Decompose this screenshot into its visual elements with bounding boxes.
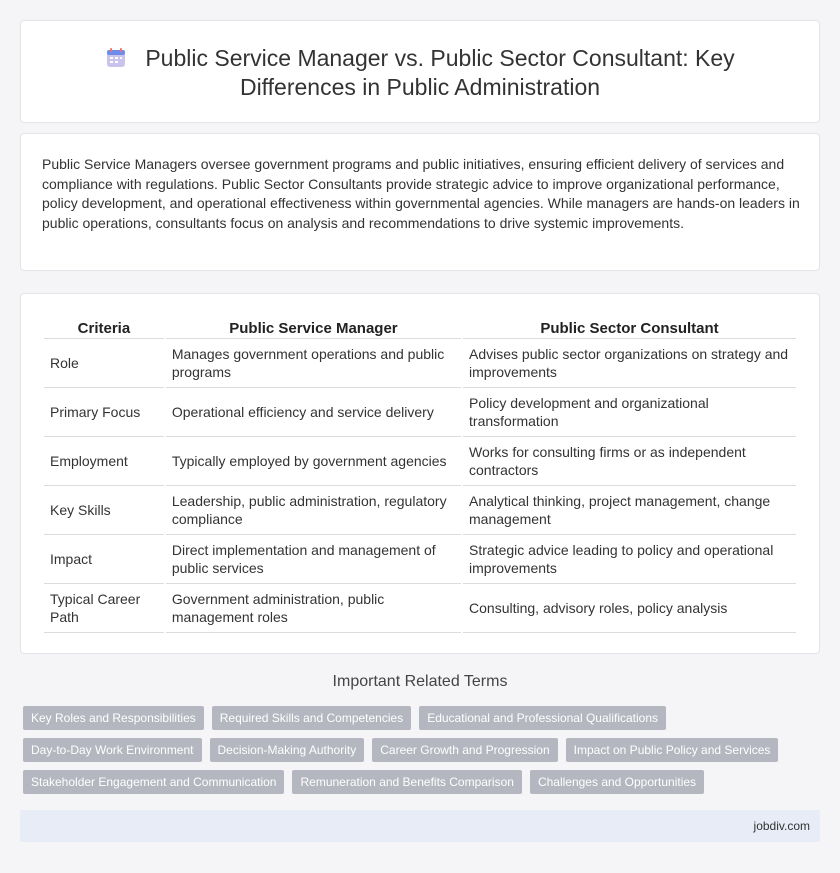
table-row [44, 535, 796, 584]
table-row [44, 486, 796, 535]
consultant-cell: Strategic advice leading to policy and operational improvements [463, 535, 796, 584]
manager-cell: Leadership, public administration, regulatory compliance [166, 486, 461, 535]
related-term-tag[interactable]: Impact on Public Policy and Services [566, 738, 779, 762]
header-consultant: Public Sector Consultant [463, 317, 796, 339]
title-line-1: Public Service Manager vs. Public Sector Consultant: Key [145, 45, 735, 71]
footer-bar [20, 810, 820, 842]
criteria-cell: Employment [44, 437, 164, 486]
criteria-cell: Primary Focus [44, 388, 164, 437]
related-term-tag[interactable]: Challenges and Opportunities [530, 770, 704, 794]
header-manager: Public Service Manager [166, 317, 461, 339]
consultant-cell: Analytical thinking, project management, change management [463, 486, 796, 535]
related-term-tag[interactable]: Day-to-Day Work Environment [23, 738, 202, 762]
consultant-cell: Consulting, advisory roles, policy analysis [463, 584, 796, 633]
consultant-cell: Works for consulting firms or as independent contractors [463, 437, 796, 486]
table-row [44, 437, 796, 486]
related-terms-list [23, 706, 813, 802]
calendar-icon [105, 47, 127, 69]
title-card [20, 20, 820, 123]
related-term-tag[interactable]: Educational and Professional Qualifications [419, 706, 666, 730]
site-link[interactable]: jobdiv.com [753, 819, 810, 833]
intro-card [20, 133, 820, 271]
related-term-tag[interactable]: Stakeholder Engagement and Communication [23, 770, 284, 794]
manager-cell: Government administration, public management roles [166, 584, 461, 633]
manager-cell: Operational efficiency and service delivery [166, 388, 461, 437]
table-row [44, 584, 796, 633]
comparison-table [42, 317, 798, 633]
consultant-cell: Policy development and organizational transformation [463, 388, 796, 437]
title-line-2: Differences in Public Administration [239, 74, 601, 100]
related-term-tag[interactable]: Decision-Making Authority [210, 738, 365, 762]
criteria-cell: Impact [44, 535, 164, 584]
table-row [44, 388, 796, 437]
related-term-tag[interactable]: Remuneration and Benefits Comparison [292, 770, 521, 794]
consultant-cell: Advises public sector organizations on strategy and improvements [463, 339, 796, 388]
comparison-card [20, 293, 820, 654]
criteria-cell: Typical Career Path [44, 584, 164, 633]
intro-paragraph: Public Service Managers oversee government programs and public initiatives, ensuring efficient delivery of services and compliance with regulations. Public Sector Consultants provide strategic advice to improve organizational performance, policy development, and operational effectiveness within governmental agencies. While managers are hands-on leaders in public operations, consultants focus on analysis and recommendations to drive systemic improvements. [42, 156, 800, 231]
related-term-tag[interactable]: Required Skills and Competencies [212, 706, 411, 730]
table-header-row [44, 317, 796, 339]
related-term-tag[interactable]: Career Growth and Progression [372, 738, 557, 762]
related-terms-title: Important Related Terms [332, 673, 508, 690]
page-title [21, 44, 819, 102]
table-row [44, 339, 796, 388]
criteria-cell: Key Skills [44, 486, 164, 535]
manager-cell: Manages government operations and public programs [166, 339, 461, 388]
related-term-tag[interactable]: Key Roles and Responsibilities [23, 706, 204, 730]
manager-cell: Direct implementation and management of public services [166, 535, 461, 584]
manager-cell: Typically employed by government agencies [166, 437, 461, 486]
header-criteria: Criteria [44, 317, 164, 339]
criteria-cell: Role [44, 339, 164, 388]
